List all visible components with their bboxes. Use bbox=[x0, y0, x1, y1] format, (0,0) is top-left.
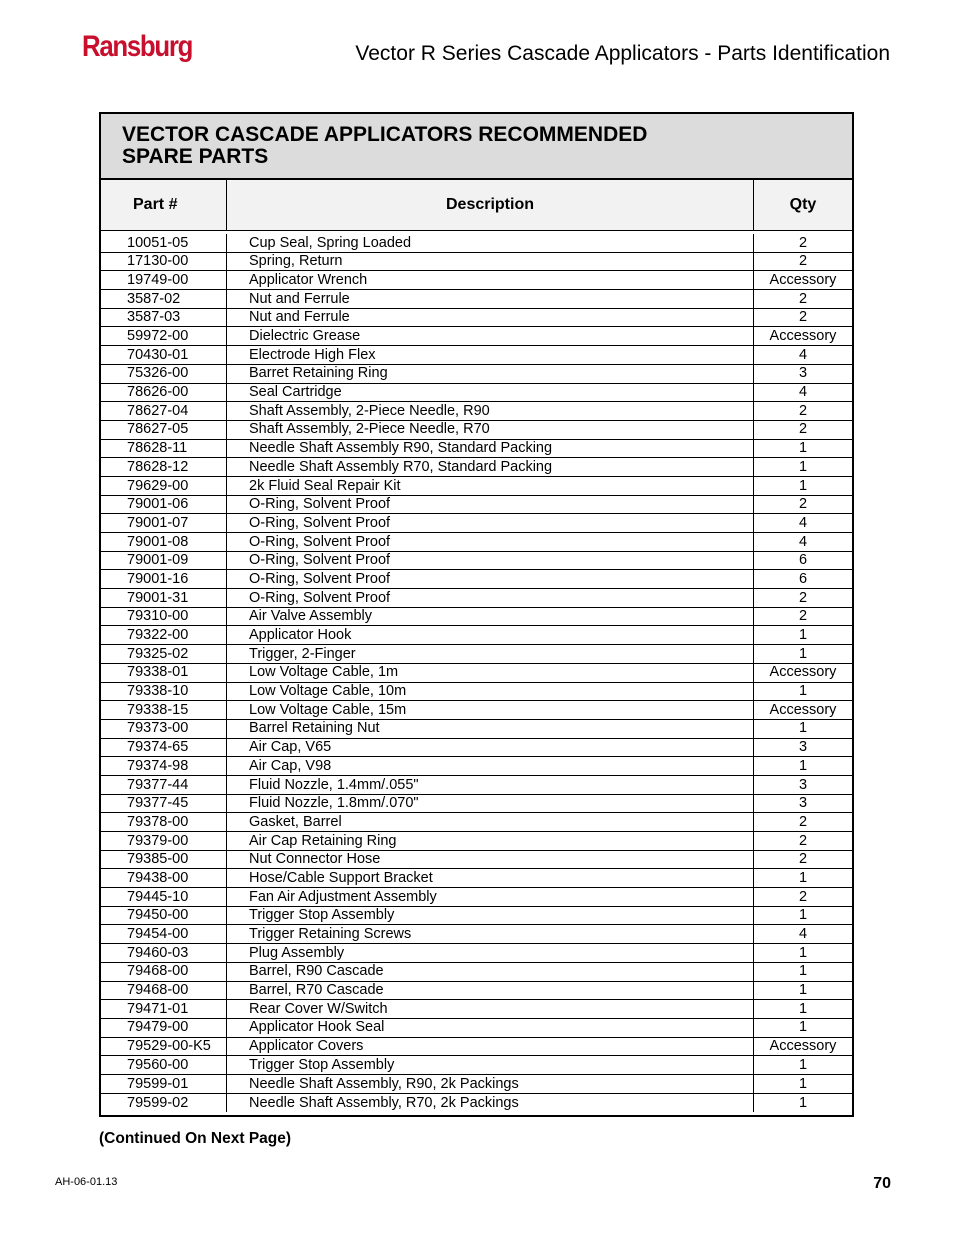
table-row bbox=[101, 907, 852, 926]
page-number: 70 bbox=[873, 1175, 891, 1192]
description-cell: Air Cap Retaining Ring bbox=[227, 832, 754, 850]
description-cell: Needle Shaft Assembly R70, Standard Packing bbox=[227, 458, 754, 476]
part-number-cell: 79001-31 bbox=[101, 589, 227, 607]
qty-cell: 1 bbox=[798, 458, 808, 475]
qty-cell: 1 bbox=[798, 645, 808, 662]
qty-cell: 2 bbox=[798, 309, 808, 326]
table-row bbox=[101, 496, 852, 515]
qty-cell: 2 bbox=[798, 253, 808, 270]
description-cell: O-Ring, Solvent Proof bbox=[227, 552, 754, 570]
description-cell: Rear Cover W/Switch bbox=[227, 1000, 754, 1018]
description-cell: Hose/Cable Support Bracket bbox=[227, 869, 754, 887]
part-number-cell: 79560-00 bbox=[101, 1056, 227, 1074]
description-cell: Shaft Assembly, 2-Piece Needle, R90 bbox=[227, 402, 754, 420]
part-number-cell: 79438-00 bbox=[101, 869, 227, 887]
qty-cell: 4 bbox=[798, 384, 808, 401]
part-number-cell: 79374-65 bbox=[101, 739, 227, 757]
qty-cell: Accessory bbox=[769, 1038, 837, 1055]
table-row bbox=[101, 1038, 852, 1057]
qty-cell: 1 bbox=[798, 720, 808, 737]
qty-cell: 2 bbox=[798, 496, 808, 513]
table-row bbox=[101, 309, 852, 328]
document-title: Vector R Series Cascade Applicators - Parts Identification bbox=[355, 42, 890, 65]
qty-cell: 1 bbox=[798, 944, 808, 961]
table-title-line-2: SPARE PARTS bbox=[122, 145, 269, 168]
table-row bbox=[101, 757, 852, 776]
part-number-cell: 79377-44 bbox=[101, 776, 227, 794]
part-number-cell: 79338-01 bbox=[101, 664, 227, 682]
qty-cell: 2 bbox=[798, 421, 808, 438]
description-cell: Gasket, Barrel bbox=[227, 813, 754, 831]
description-cell: Nut and Ferrule bbox=[227, 290, 754, 308]
description-cell: Dielectric Grease bbox=[227, 327, 754, 345]
description-cell: Air Cap, V65 bbox=[227, 739, 754, 757]
brand-logo: Ransburg bbox=[82, 30, 193, 63]
qty-cell: 1 bbox=[798, 963, 808, 980]
table-row bbox=[101, 234, 852, 253]
table-row bbox=[101, 421, 852, 440]
table-row bbox=[101, 570, 852, 589]
qty-cell: 1 bbox=[798, 627, 808, 644]
table-row bbox=[101, 514, 852, 533]
table-row bbox=[101, 589, 852, 608]
part-number-cell: 78627-05 bbox=[101, 421, 227, 439]
part-number-cell: 79479-00 bbox=[101, 1019, 227, 1037]
column-header-part: Part # bbox=[101, 180, 227, 230]
qty-cell: 2 bbox=[798, 290, 808, 307]
description-cell: Applicator Hook bbox=[227, 626, 754, 644]
table-row bbox=[101, 253, 852, 272]
part-number-cell: 79310-00 bbox=[101, 608, 227, 626]
description-cell: Fluid Nozzle, 1.4mm/.055" bbox=[227, 776, 754, 794]
description-cell: Nut Connector Hose bbox=[227, 851, 754, 869]
table-row bbox=[101, 458, 852, 477]
part-number-cell: 79338-15 bbox=[101, 701, 227, 719]
qty-cell: 1 bbox=[798, 477, 808, 494]
qty-cell: 2 bbox=[798, 832, 808, 849]
description-cell: Barrel, R90 Cascade bbox=[227, 963, 754, 981]
table-row bbox=[101, 645, 852, 664]
part-number-cell: 79377-45 bbox=[101, 795, 227, 813]
qty-cell: 4 bbox=[798, 346, 808, 363]
description-cell: Fluid Nozzle, 1.8mm/.070" bbox=[227, 795, 754, 813]
table-row bbox=[101, 963, 852, 982]
spare-parts-table bbox=[99, 112, 854, 1117]
description-cell: Low Voltage Cable, 15m bbox=[227, 701, 754, 719]
part-number-cell: 70430-01 bbox=[101, 346, 227, 364]
qty-cell: 2 bbox=[798, 589, 808, 606]
description-cell: Applicator Wrench bbox=[227, 271, 754, 289]
part-number-cell: 79529-00-K5 bbox=[101, 1038, 227, 1056]
qty-cell: 1 bbox=[798, 907, 808, 924]
part-number-cell: 79001-07 bbox=[101, 514, 227, 532]
table-row bbox=[101, 1000, 852, 1019]
part-number-cell: 79001-09 bbox=[101, 552, 227, 570]
description-cell: Trigger Stop Assembly bbox=[227, 1056, 754, 1074]
part-number-cell: 10051-05 bbox=[101, 234, 227, 252]
table-title bbox=[101, 114, 852, 180]
table-row bbox=[101, 1094, 852, 1113]
part-number-cell: 79001-08 bbox=[101, 533, 227, 551]
table-row bbox=[101, 982, 852, 1001]
description-cell: Needle Shaft Assembly, R70, 2k Packings bbox=[227, 1094, 754, 1113]
description-cell: Trigger Retaining Screws bbox=[227, 925, 754, 943]
table-row bbox=[101, 346, 852, 365]
description-cell: Needle Shaft Assembly R90, Standard Packing bbox=[227, 440, 754, 458]
description-cell: O-Ring, Solvent Proof bbox=[227, 533, 754, 551]
table-row bbox=[101, 888, 852, 907]
qty-cell: 4 bbox=[798, 514, 808, 531]
table-row bbox=[101, 533, 852, 552]
part-number-cell: 79001-16 bbox=[101, 570, 227, 588]
table-row bbox=[101, 720, 852, 739]
description-cell: Seal Cartridge bbox=[227, 384, 754, 402]
part-number-cell: 79468-00 bbox=[101, 963, 227, 981]
part-number-cell: 79460-03 bbox=[101, 944, 227, 962]
part-number-cell: 78626-00 bbox=[101, 384, 227, 402]
table-row bbox=[101, 290, 852, 309]
part-number-cell: 79450-00 bbox=[101, 907, 227, 925]
column-header-qty: Qty bbox=[789, 196, 817, 213]
qty-cell: 1 bbox=[798, 1000, 808, 1017]
description-cell: Fan Air Adjustment Assembly bbox=[227, 888, 754, 906]
description-cell: Barret Retaining Ring bbox=[227, 365, 754, 383]
table-row bbox=[101, 1056, 852, 1075]
description-cell: Barrel Retaining Nut bbox=[227, 720, 754, 738]
qty-cell: 4 bbox=[798, 533, 808, 550]
part-number-cell: 19749-00 bbox=[101, 271, 227, 289]
qty-cell: Accessory bbox=[769, 271, 837, 288]
part-number-cell: 79454-00 bbox=[101, 925, 227, 943]
part-number-cell: 79325-02 bbox=[101, 645, 227, 663]
qty-cell: 2 bbox=[798, 888, 808, 905]
description-cell: Nut and Ferrule bbox=[227, 309, 754, 327]
qty-cell: 3 bbox=[798, 739, 808, 756]
description-cell: Trigger Stop Assembly bbox=[227, 907, 754, 925]
description-cell: Air Valve Assembly bbox=[227, 608, 754, 626]
part-number-cell: 79599-01 bbox=[101, 1075, 227, 1093]
description-cell: 2k Fluid Seal Repair Kit bbox=[227, 477, 754, 495]
qty-cell: 1 bbox=[798, 683, 808, 700]
qty-cell: 2 bbox=[798, 234, 808, 251]
part-number-cell: 79445-10 bbox=[101, 888, 227, 906]
document-code: AH-06-01.13 bbox=[55, 1176, 118, 1188]
table-row bbox=[101, 664, 852, 683]
qty-cell: 2 bbox=[798, 608, 808, 625]
qty-cell: 1 bbox=[798, 1075, 808, 1092]
table-title-line-1: VECTOR CASCADE APPLICATORS RECOMMENDED bbox=[122, 123, 648, 146]
description-cell: Cup Seal, Spring Loaded bbox=[227, 234, 754, 252]
part-number-cell: 78628-12 bbox=[101, 458, 227, 476]
table-row bbox=[101, 440, 852, 459]
table-row bbox=[101, 1075, 852, 1094]
table-row bbox=[101, 832, 852, 851]
description-cell: Applicator Hook Seal bbox=[227, 1019, 754, 1037]
qty-cell: 1 bbox=[798, 869, 808, 886]
description-cell: Electrode High Flex bbox=[227, 346, 754, 364]
qty-cell: 1 bbox=[798, 1019, 808, 1036]
column-headers bbox=[101, 180, 852, 231]
description-cell: O-Ring, Solvent Proof bbox=[227, 514, 754, 532]
table-row bbox=[101, 739, 852, 758]
description-cell: Low Voltage Cable, 1m bbox=[227, 664, 754, 682]
description-cell: O-Ring, Solvent Proof bbox=[227, 589, 754, 607]
table-row bbox=[101, 925, 852, 944]
description-cell: O-Ring, Solvent Proof bbox=[227, 496, 754, 514]
qty-cell: 2 bbox=[798, 402, 808, 419]
part-number-cell: 79001-06 bbox=[101, 496, 227, 514]
part-number-cell: 78628-11 bbox=[101, 440, 227, 458]
part-number-cell: 79471-01 bbox=[101, 1000, 227, 1018]
table-row bbox=[101, 795, 852, 814]
description-cell: Low Voltage Cable, 10m bbox=[227, 683, 754, 701]
part-number-cell: 79379-00 bbox=[101, 832, 227, 850]
table-row bbox=[101, 701, 852, 720]
qty-cell: 4 bbox=[798, 926, 808, 943]
part-number-cell: 3587-02 bbox=[101, 290, 227, 308]
part-number-cell: 79322-00 bbox=[101, 626, 227, 644]
description-cell: Trigger, 2-Finger bbox=[227, 645, 754, 663]
column-header-description: Description bbox=[227, 180, 754, 230]
qty-cell: 1 bbox=[798, 1056, 808, 1073]
part-number-cell: 79338-10 bbox=[101, 683, 227, 701]
table-row bbox=[101, 327, 852, 346]
qty-cell: Accessory bbox=[769, 664, 837, 681]
qty-cell: Accessory bbox=[769, 701, 837, 718]
description-cell: O-Ring, Solvent Proof bbox=[227, 570, 754, 588]
table-row bbox=[101, 813, 852, 832]
table-row bbox=[101, 776, 852, 795]
table-row bbox=[101, 477, 852, 496]
part-number-cell: 3587-03 bbox=[101, 309, 227, 327]
description-cell: Applicator Covers bbox=[227, 1038, 754, 1056]
table-row bbox=[101, 626, 852, 645]
qty-cell: 1 bbox=[798, 982, 808, 999]
table-row bbox=[101, 851, 852, 870]
qty-cell: 3 bbox=[798, 776, 808, 793]
part-number-cell: 59972-00 bbox=[101, 327, 227, 345]
description-cell: Barrel, R70 Cascade bbox=[227, 982, 754, 1000]
table-row bbox=[101, 944, 852, 963]
part-number-cell: 79629-00 bbox=[101, 477, 227, 495]
description-cell: Needle Shaft Assembly, R90, 2k Packings bbox=[227, 1075, 754, 1093]
part-number-cell: 79599-02 bbox=[101, 1094, 227, 1113]
table-row bbox=[101, 552, 852, 571]
description-cell: Shaft Assembly, 2-Piece Needle, R70 bbox=[227, 421, 754, 439]
part-number-cell: 17130-00 bbox=[101, 253, 227, 271]
table-row bbox=[101, 608, 852, 627]
qty-cell: 1 bbox=[798, 757, 808, 774]
qty-cell: 2 bbox=[798, 813, 808, 830]
table-row bbox=[101, 384, 852, 403]
part-number-cell: 79374-98 bbox=[101, 757, 227, 775]
qty-cell: 3 bbox=[798, 365, 808, 382]
qty-cell: 2 bbox=[798, 851, 808, 868]
description-cell: Plug Assembly bbox=[227, 944, 754, 962]
qty-cell: 3 bbox=[798, 795, 808, 812]
table-row bbox=[101, 869, 852, 888]
part-number-cell: 78627-04 bbox=[101, 402, 227, 420]
table-row bbox=[101, 1019, 852, 1038]
table-row bbox=[101, 402, 852, 421]
part-number-cell: 79378-00 bbox=[101, 813, 227, 831]
table-row bbox=[101, 683, 852, 702]
qty-cell: 1 bbox=[798, 440, 808, 457]
description-cell: Spring, Return bbox=[227, 253, 754, 271]
qty-cell: 6 bbox=[798, 570, 808, 587]
table-body bbox=[101, 231, 852, 1115]
qty-cell: 6 bbox=[798, 552, 808, 569]
part-number-cell: 79385-00 bbox=[101, 851, 227, 869]
continued-note: (Continued On Next Page) bbox=[99, 1130, 292, 1147]
part-number-cell: 79468-00 bbox=[101, 982, 227, 1000]
qty-cell: Accessory bbox=[769, 328, 837, 345]
table-row bbox=[101, 365, 852, 384]
qty-cell: 1 bbox=[798, 1094, 808, 1111]
description-cell: Air Cap, V98 bbox=[227, 757, 754, 775]
part-number-cell: 79373-00 bbox=[101, 720, 227, 738]
table-row bbox=[101, 271, 852, 290]
part-number-cell: 75326-00 bbox=[101, 365, 227, 383]
